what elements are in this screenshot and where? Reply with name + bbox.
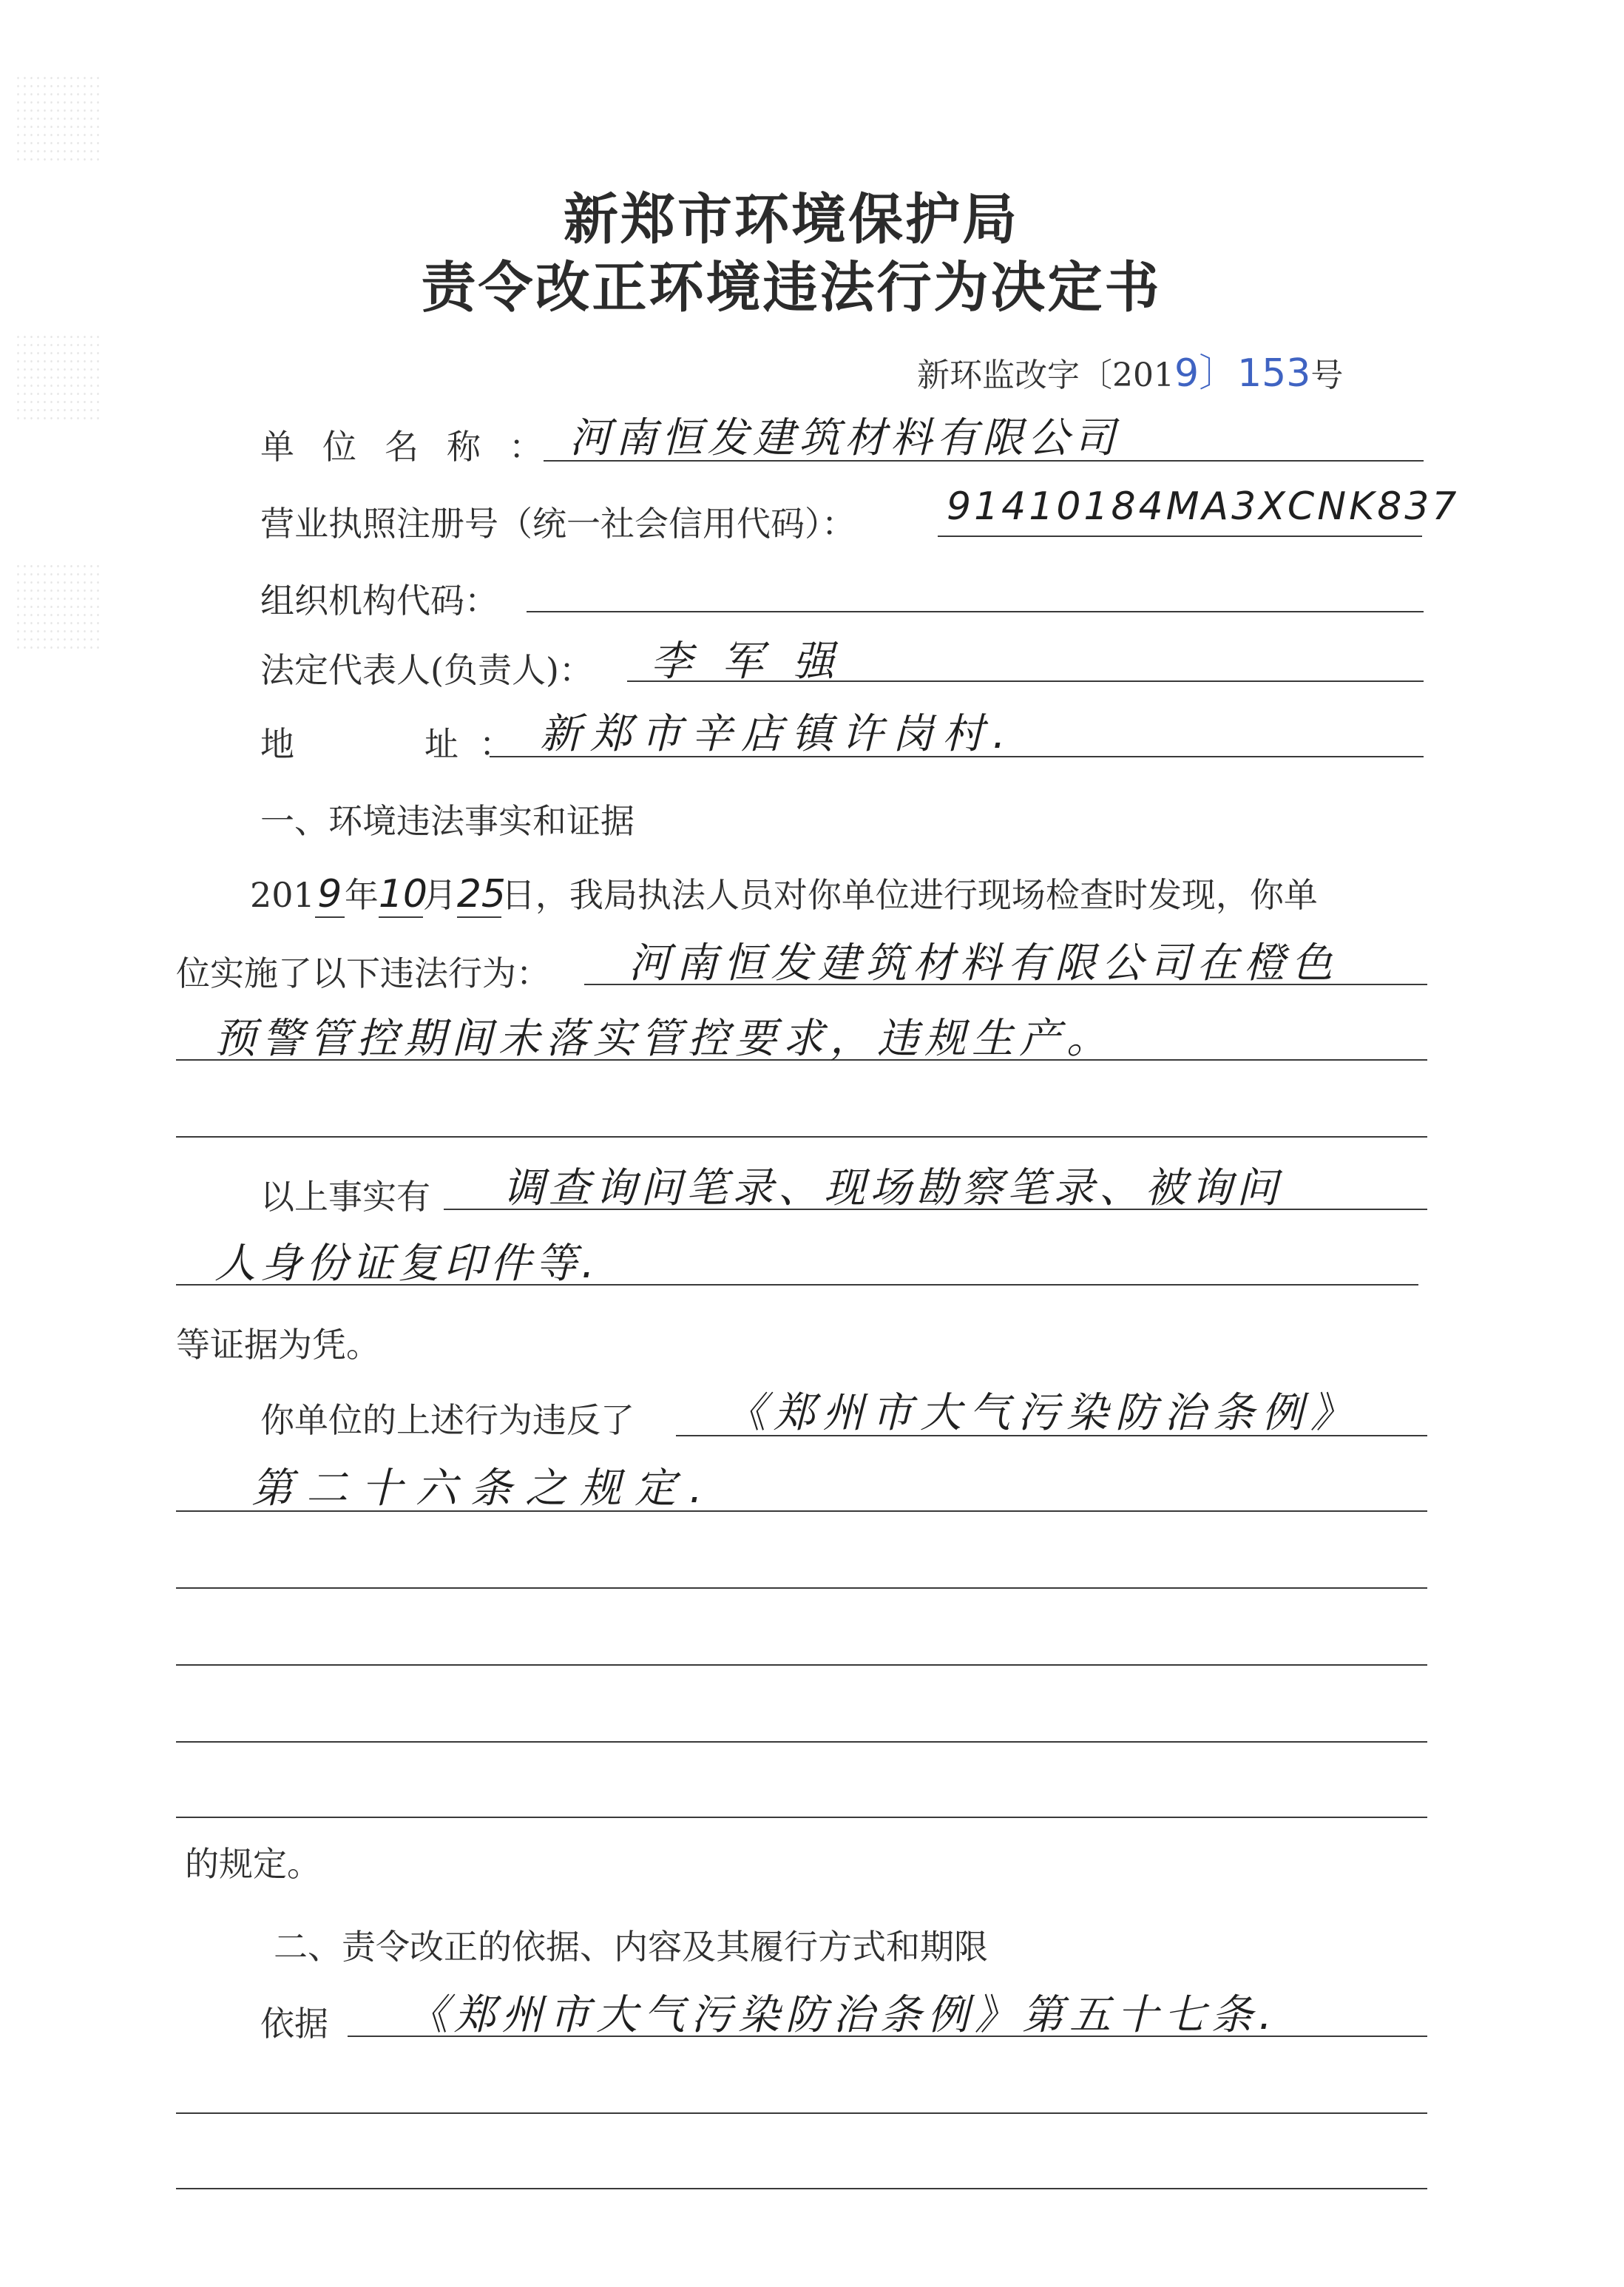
license-value: 91410184MA3XCNK837 [947, 484, 1460, 529]
law-text-2: 第二十六条之规定. [251, 1465, 716, 1513]
violation-text-1: 河南恒发建筑材料有限公司在橙色 [629, 939, 1339, 987]
legal-rep-label: 法定代表人(负责人)： [260, 650, 593, 690]
scan-noise [15, 74, 104, 163]
law-line-5 [176, 1741, 1427, 1743]
unit-name-label: 单位名称： [260, 427, 571, 467]
violation-line-3 [176, 1136, 1427, 1138]
document-number [917, 342, 1343, 397]
document-number-stamped: 9〕153 [1174, 351, 1311, 396]
basis-line-3 [176, 2188, 1427, 2189]
org-code-line [527, 611, 1424, 612]
evidence-intro: 以上事实有 [260, 1177, 430, 1217]
address-value: 新郑市辛店镇许岗村. [540, 710, 1015, 758]
evidence-text-1: 调查询问笔录、现场勘察笔录、被询问 [503, 1164, 1282, 1212]
evidence-suffix: 等证据为凭。 [176, 1325, 380, 1365]
basis-line-2 [176, 2112, 1427, 2114]
date-year-unit: 年 [344, 875, 379, 915]
section1-heading: 一、环境违法事实和证据 [260, 801, 635, 841]
legal-rep-value: 李军强 [651, 638, 864, 686]
violation-intro: 位实施了以下违法行为： [176, 953, 550, 993]
date-prefix: 201 [250, 875, 315, 915]
basis-value: 《郑州市大气污染防治条例》第五十七条. [407, 1991, 1278, 2039]
date-month-unit: 月 [422, 875, 457, 915]
law-text-1: 《郑州市大气污染防治条例》 [725, 1389, 1359, 1437]
license-label: 营业执照注册号（统一社会信用代码）： [260, 504, 856, 544]
date-year: 9 [315, 872, 345, 918]
org-code-label: 组织机构代码： [260, 581, 498, 621]
document-number-suffix: 号 [1310, 357, 1344, 394]
document-number-prefix: 新环监改字〔201 [917, 357, 1174, 394]
document-title: 责令改正环境违法行为决定书 [421, 256, 1162, 320]
evidence-text-2: 人身份证复印件等. [214, 1240, 599, 1288]
date-text: 日，我局执法人员对你单位进行现场检查时发现，你单 [501, 875, 1318, 915]
law-line-4 [176, 1664, 1427, 1666]
law-suffix: 的规定。 [185, 1844, 321, 1884]
unit-name-value: 河南恒发建筑材料有限公司 [569, 414, 1120, 462]
violation-text-2: 预警管控期间未落实管控要求，违规生产。 [214, 1015, 1114, 1063]
license-line [938, 536, 1422, 537]
law-line-6 [176, 1817, 1427, 1818]
address-label: 地 址： [260, 724, 534, 764]
law-intro: 你单位的上述行为违反了 [260, 1400, 635, 1440]
scan-noise [15, 333, 104, 422]
law-line-3 [176, 1587, 1427, 1589]
date-day: 25 [456, 872, 506, 916]
inspection-date-line [250, 868, 1318, 918]
section2-heading: 二、责令改正的依据、内容及其履行方式和期限 [274, 1927, 988, 1967]
agency-title: 新郑市环境保护局 [564, 188, 1019, 251]
basis-label: 依据 [260, 2004, 328, 2044]
scan-noise [15, 562, 104, 651]
date-month: 10 [378, 872, 427, 916]
